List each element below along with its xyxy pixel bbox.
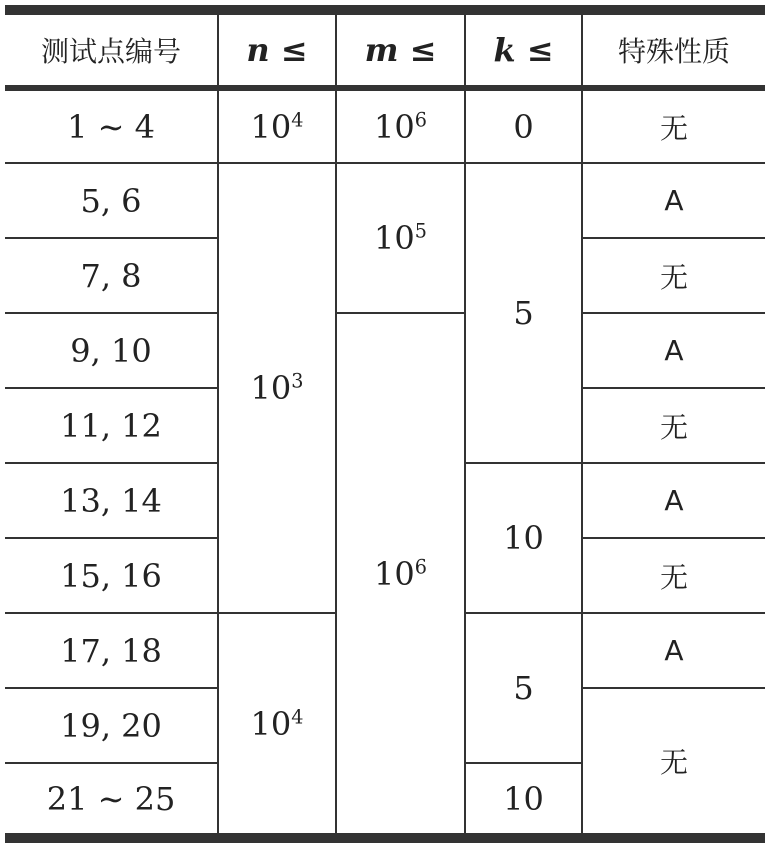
- m-exponent: 6: [414, 554, 427, 578]
- n-exponent: 3: [291, 369, 304, 393]
- header-special-property: 特殊性质: [582, 10, 765, 88]
- header-n-var: n: [246, 31, 270, 69]
- property-cell: 无: [582, 238, 765, 313]
- k-limit-cell-group: 5: [465, 163, 582, 463]
- header-testcase-id: 测试点编号: [5, 10, 218, 88]
- m-limit-cell-group: [336, 313, 465, 838]
- property-cell-group: 无: [582, 688, 765, 838]
- testcase-id-cell: 7, 8: [5, 238, 218, 313]
- property-cell: A: [582, 163, 765, 238]
- property-cell: A: [582, 463, 765, 538]
- header-n-limit: [218, 10, 336, 88]
- header-k-var: k: [493, 31, 516, 69]
- constraints-table: [5, 5, 765, 843]
- testcase-id-cell: 17, 18: [5, 613, 218, 688]
- k-limit-cell: 0: [465, 88, 582, 163]
- n-limit-cell-group: [218, 613, 336, 838]
- m-base: 10: [374, 554, 415, 593]
- testcase-id-cell: 13, 14: [5, 463, 218, 538]
- testcase-id-cell: 21 ∼ 25: [5, 763, 218, 838]
- m-exponent: 5: [414, 219, 427, 243]
- header-k-limit: [465, 10, 582, 88]
- header-n-op: ≤: [280, 31, 308, 69]
- property-cell: 无: [582, 388, 765, 463]
- testcase-id-cell: 5, 6: [5, 163, 218, 238]
- k-limit-cell-group: 10: [465, 463, 582, 613]
- header-m-var: m: [364, 31, 399, 69]
- testcase-id-cell: 9, 10: [5, 313, 218, 388]
- header-m-limit: [336, 10, 465, 88]
- table-row: [5, 313, 765, 388]
- n-limit-cell: [218, 88, 336, 163]
- m-limit-cell-group: [336, 163, 465, 313]
- property-cell: 无: [582, 538, 765, 613]
- n-limit-cell-group: [218, 163, 336, 613]
- m-base: 10: [374, 219, 415, 257]
- header-k-op: ≤: [526, 31, 554, 69]
- n-base: 10: [250, 107, 292, 146]
- n-exponent: 4: [291, 704, 304, 728]
- testcase-id-cell: 15, 16: [5, 538, 218, 613]
- m-limit-cell: [336, 88, 465, 163]
- m-base: 10: [374, 107, 415, 146]
- table-row: [5, 163, 765, 238]
- property-cell: 无: [582, 88, 765, 163]
- testcase-id-cell: 19, 20: [5, 688, 218, 763]
- k-limit-cell-group: 5: [465, 613, 582, 763]
- n-base: 10: [250, 369, 292, 407]
- property-cell: A: [582, 313, 765, 388]
- m-exponent: 6: [414, 107, 427, 131]
- testcase-id-cell: 1 ∼ 4: [5, 88, 218, 163]
- property-cell: A: [582, 613, 765, 688]
- n-base: 10: [250, 704, 292, 743]
- header-m-op: ≤: [409, 31, 437, 69]
- n-exponent: 4: [291, 107, 304, 131]
- testcase-id-cell: 11, 12: [5, 388, 218, 463]
- header-row: [5, 10, 765, 88]
- table-row: [5, 88, 765, 163]
- k-limit-cell: 10: [465, 763, 582, 838]
